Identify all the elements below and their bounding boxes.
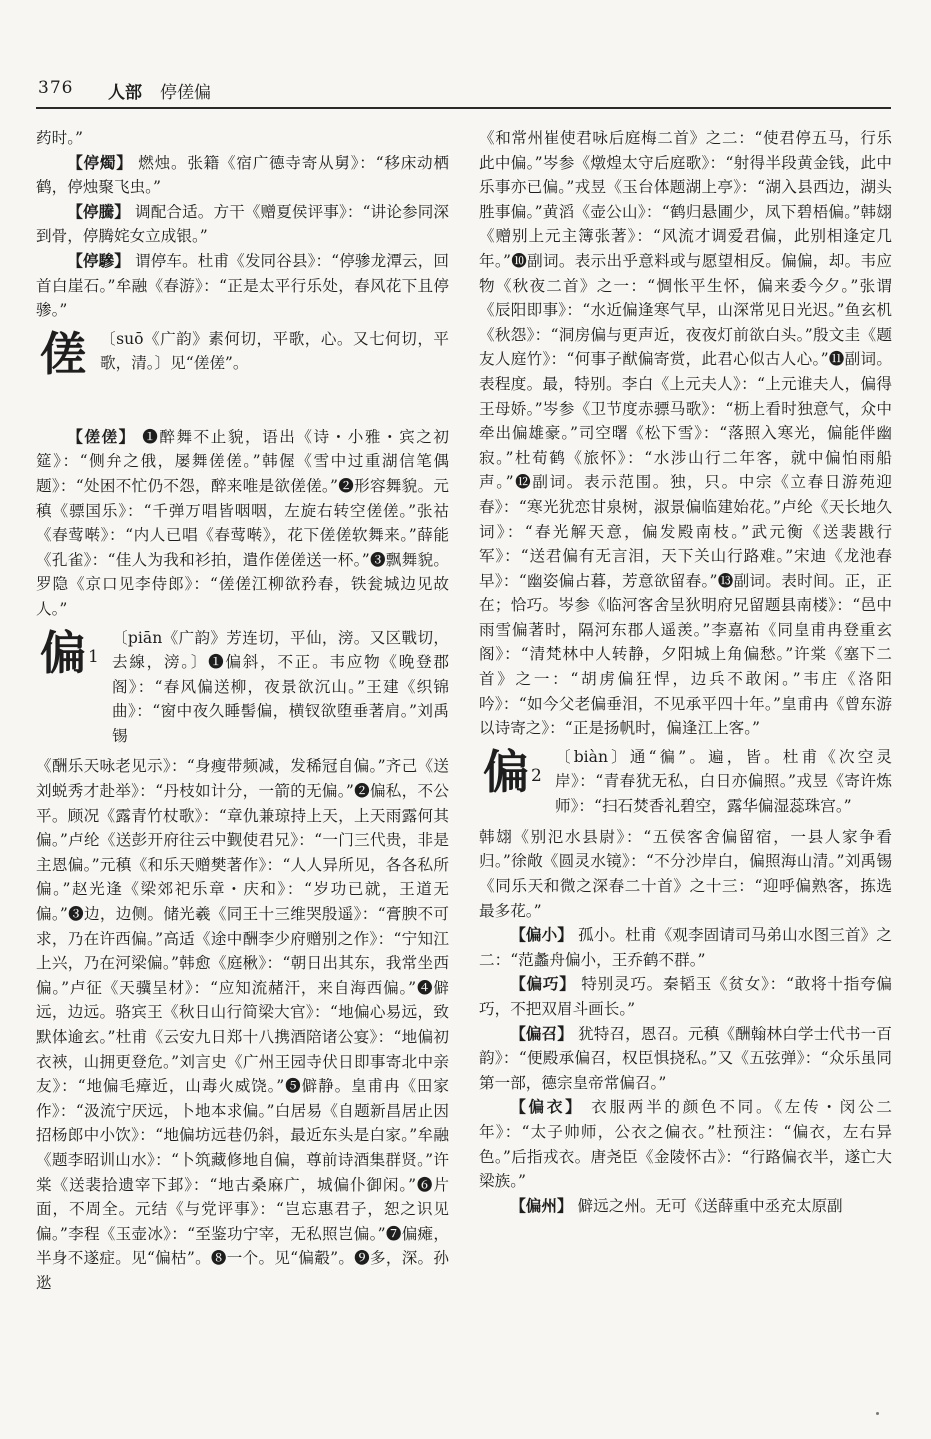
- paragraph: 《和常州崔使君咏后庭梅二首》之二：“使君停五马，行乐此中偏。”岑参《燉煌太守后庭歌》：“射得半段黄金钱，此中乐事亦已偏。”戎昱《玉台体题湖上亭》：“湖入县西边，湖头胜事偏。”黄滔《壶公山》：“鹤归悬圃少，凤下碧梧偏。”韩翃《赠别上元主簿张著》：“风流才调爱君偏，此别相逢定几年。”❿副词。表示出乎意料或与愿望相反。偏偏，却。韦应物《秋夜二首》之一：“惆怅平生怀，偏来委今夕。”张谓《辰阳即事》：“水近偏逢寒气早，山深常见日光迟。”鱼玄机《秋怨》：“洞房偏与更声近，夜夜灯前欲白头。”殷文圭《题友人庭竹》：“何事子猷偏寄赏，此君心似古人心。”⓫副词。表程度。最，特别。李白《上元夫人》：“上元谁夫人，偏得王母娇。”岑参《卫节度赤骠马歌》：“枥上看时独意气，众中牵出偏雄豪。”司空曙《松下雪》：“落照入寒光，偏能伴幽寂。”杜荀鹤《旅怀》：“水涉山行二年客，就中偏怕雨船声。”⓬副词。表示范围。独，只。中宗《立春日游苑迎春》：“寒光犹恋甘泉树，淑景偏临建始花。”卢纶《天长地久词》：“春光解天意，偏发殿南枝。”武元衡《送裴戡行军》：“送君偏有无言泪，天下关山行路难。”宋迪《龙池春早》：“幽姿偏占暮，芳意欲留春。”⓭副词。表时间。正，正在；恰巧。岑参《临河客舍呈狄明府兄留题县南楼》：“邑中雨雪偏著时，隔河东郡人遥羡。”李嘉祐《同皇甫冉登重玄阁》：“清梵林中人转静，夕阳城上角偏愁。”许棠《塞下二首》之一：“胡虏偏狂悍，边兵不敢闲。”韦庄《洛阳吟》：“如今父老偏垂泪，不见承平四十年。”皇甫冉《曾东游以诗寄之》：“正是扬帆时，偏逢江上客。”: [479, 129, 892, 738]
- entry-paragraph: 【停驂】 谓停车。杜甫《发同谷县》：“停骖龙潭云，回首白崖石。”牟融《春游》：“正是太平行乐处，春风花下且停骖。”: [36, 250, 449, 320]
- entry-paragraph: 【偏小】 孤小。杜甫《观李固请司马弟山水图三首》之二：“范蠡舟偏小，王乔鹤不群。”: [479, 925, 892, 969]
- paragraph: 《酬乐天咏老见示》：“身瘦带频减，发稀冠自偏。”齐己《送刘蜕秀才赴举》：“丹枝如计分，一箭的无偏。”❷偏私，不公平。顾况《露青竹杖歌》：“章仇兼琼持上天，上天雨露何其偏。”卢纶《送彭开府往云中觐使君兄》：“一门三代贵，非是主恩偏。”元稹《和乐天赠樊著作》：“人人异所见，各各私所偏。”赵光逢《梁郊祀乐章・庆和》：“岁功已就，王道无偏。”❸边，边侧。储光羲《同王十三维哭殷遥》：“膏腴不可求，乃在许西偏。”高适《途中酬李少府赠别之作》：“宁知江上兴，乃在河梁偏。”韩愈《庭楸》：“朝日出其东，我常坐西偏。”卢征《天骥呈材》：“应知流赭汗，来自海西偏。”❹僻远，边远。骆宾王《秋日山行简梁大官》：“地偏心易远，致默体逾玄。”杜甫《云安九日郑十八携酒陪诸公宴》：“地偏初衣裌，山拥更登危。”刘言史《广州王园寺伏日即事寄北中亲友》：“地偏毛瘴近，山毒火威饶。”❺僻静。皇甫冉《田家作》：“汲流宁厌远，卜地本求偏。”白居易《自题新昌居止因招杨郎中小饮》：“地偏坊远巷仍斜，最近东头是白家。”牟融《题李昭训山水》：“卜筑藏修地自偏，尊前诗酒集群贤。”许棠《送裴拾遗宰下邽》：“地古桑麻广，城偏仆御闲。”❻片面，不周全。元结《与党评事》：“岂忘惠君子，恕之识见偏。”李程《玉壶冰》：“至鉴功宁宰，无私照岂偏。”❼偏瘫，半身不遂症。见“偏枯”。❽一个。见“偏觳”。❾多，深。孙逖: [36, 757, 449, 1292]
- entry-paragraph: 【偏召】 犹特召，恩召。元稹《酬翰林白学士代书一百韵》：“便殿承偏召，权臣惧挠私。”又《五弦弹》：“众乐虽同第一部，德宗皇帝常偏召。”: [479, 1023, 892, 1092]
- paragraph: 韩翃《别氾水县尉》：“五侯客舍偏留宿，一县人家争看归。”徐敞《圆灵水镜》：“不分沙岸白，偏照海山清。”刘禹锡《同乐天和微之深春二十首》之十三：“迎呼偏熟客，拣选最多花。”: [479, 827, 892, 920]
- entry-paragraph: 【偏州】 僻远之州。无可《送薛重中丞充太原副: [510, 1195, 843, 1215]
- headword: 【偏巧】: [510, 974, 576, 994]
- running-header: [38, 78, 891, 106]
- headword-gloss: 〔suō《广韵》素何切，平歌，心。又七何切，平歌，清。〕见“傞傞”。: [100, 329, 449, 373]
- headword-entry: [479, 745, 892, 819]
- headword-glyph: 偏: [40, 625, 86, 680]
- section-title: 人部: [108, 83, 142, 103]
- entry-paragraph: 【停騰】 调配合适。方干《赠夏侯评事》：“讲论参同深到骨，停腾姹女立成银。”: [36, 201, 449, 246]
- header-rule: [36, 107, 891, 109]
- headword-index: 1: [88, 646, 99, 667]
- headword-char: [40, 326, 88, 381]
- entry-paragraph: 【偏衣】 衣服两半的颜色不同。《左传・闵公二年》：“太子帅师，公衣之偏衣。”杜预注：“偏衣，左右异色。”后指戎衣。唐尧臣《金陵怀古》：“行路偏衣半，遂亡大梁族。”: [479, 1097, 892, 1191]
- headword-entry: [36, 626, 449, 749]
- headword: 【傞傞】: [67, 426, 136, 446]
- scan-speck: [876, 1412, 879, 1415]
- headword-entry: [36, 327, 449, 419]
- headword: 【偏州】: [510, 1195, 573, 1215]
- headword-glyph: 傞: [40, 326, 86, 381]
- headword: 【停驂】: [67, 250, 130, 270]
- entry-paragraph: 【傞傞】 ❶醉舞不止貌，语出《诗・小雅・宾之初筵》：“侧弁之俄，屡舞傞傞。”韩偓《雪中过重湖信笔偶题》：“处困不忙仍不怨，醉来唯是欲傞傞。”❷形容舞貌。元稹《骠国乐》：“千弹万唱皆咽咽，左旋右转空傞傞。”张祜《春莺啭》：“内人已唱《春莺啭》，花下傞傞软舞来。”薛能《孔雀》：“佳人为我和衫拍，遣作傞傞送一杯。”❸飘舞貌。罗隐《京口见李侍郎》：“傞傞江柳欲矜春，铁瓮城边见故人。”: [36, 426, 449, 618]
- entry-paragraph: 【偏巧】 特别灵巧。秦韬玉《贫女》：“敢将十指夸偏巧，不把双眉斗画长。”: [479, 974, 892, 1018]
- headword: 【停燭】: [67, 152, 133, 172]
- headword: 【偏衣】: [510, 1097, 584, 1117]
- headword-glyph: 偏: [483, 744, 529, 799]
- headword-char: [483, 744, 542, 799]
- right-column: [479, 126, 892, 1218]
- headword: 【偏召】: [510, 1023, 573, 1043]
- entry-paragraph: 【停燭】 燃烛。张籍《宿广德寺寄从舅》：“移床动栖鹤，停烛聚飞虫。”: [36, 152, 449, 197]
- paragraph: 药时。”: [36, 129, 83, 147]
- headword-gloss: 〔piān《广韵》芳连切，平仙，滂。又区戰切，去線，滂。〕❶偏斜，不正。韦应物《晚登郡阁》：“春风偏送柳，夜景欲沉山。”王建《织锦曲》：“窗中夜久睡髻偏，横钗欲堕垂著肩。”刘禹锡: [112, 628, 449, 745]
- headword: 【停騰】: [67, 201, 130, 221]
- left-column: [36, 126, 449, 1296]
- headword-index: 2: [531, 765, 542, 786]
- headword: 【偏小】: [510, 925, 573, 945]
- page-number: 376: [38, 78, 74, 98]
- headword-gloss: 〔biàn〕通“徧”。遍，皆。杜甫《次空灵岸》：“青春犹无私，白日亦偏照。”戎昱《寄许炼师》：“扫石焚香礼碧空，露华偏湿蕊珠宫。”: [555, 747, 892, 816]
- headword-char: [40, 625, 99, 680]
- page-headwords: 停傞偏: [160, 83, 211, 103]
